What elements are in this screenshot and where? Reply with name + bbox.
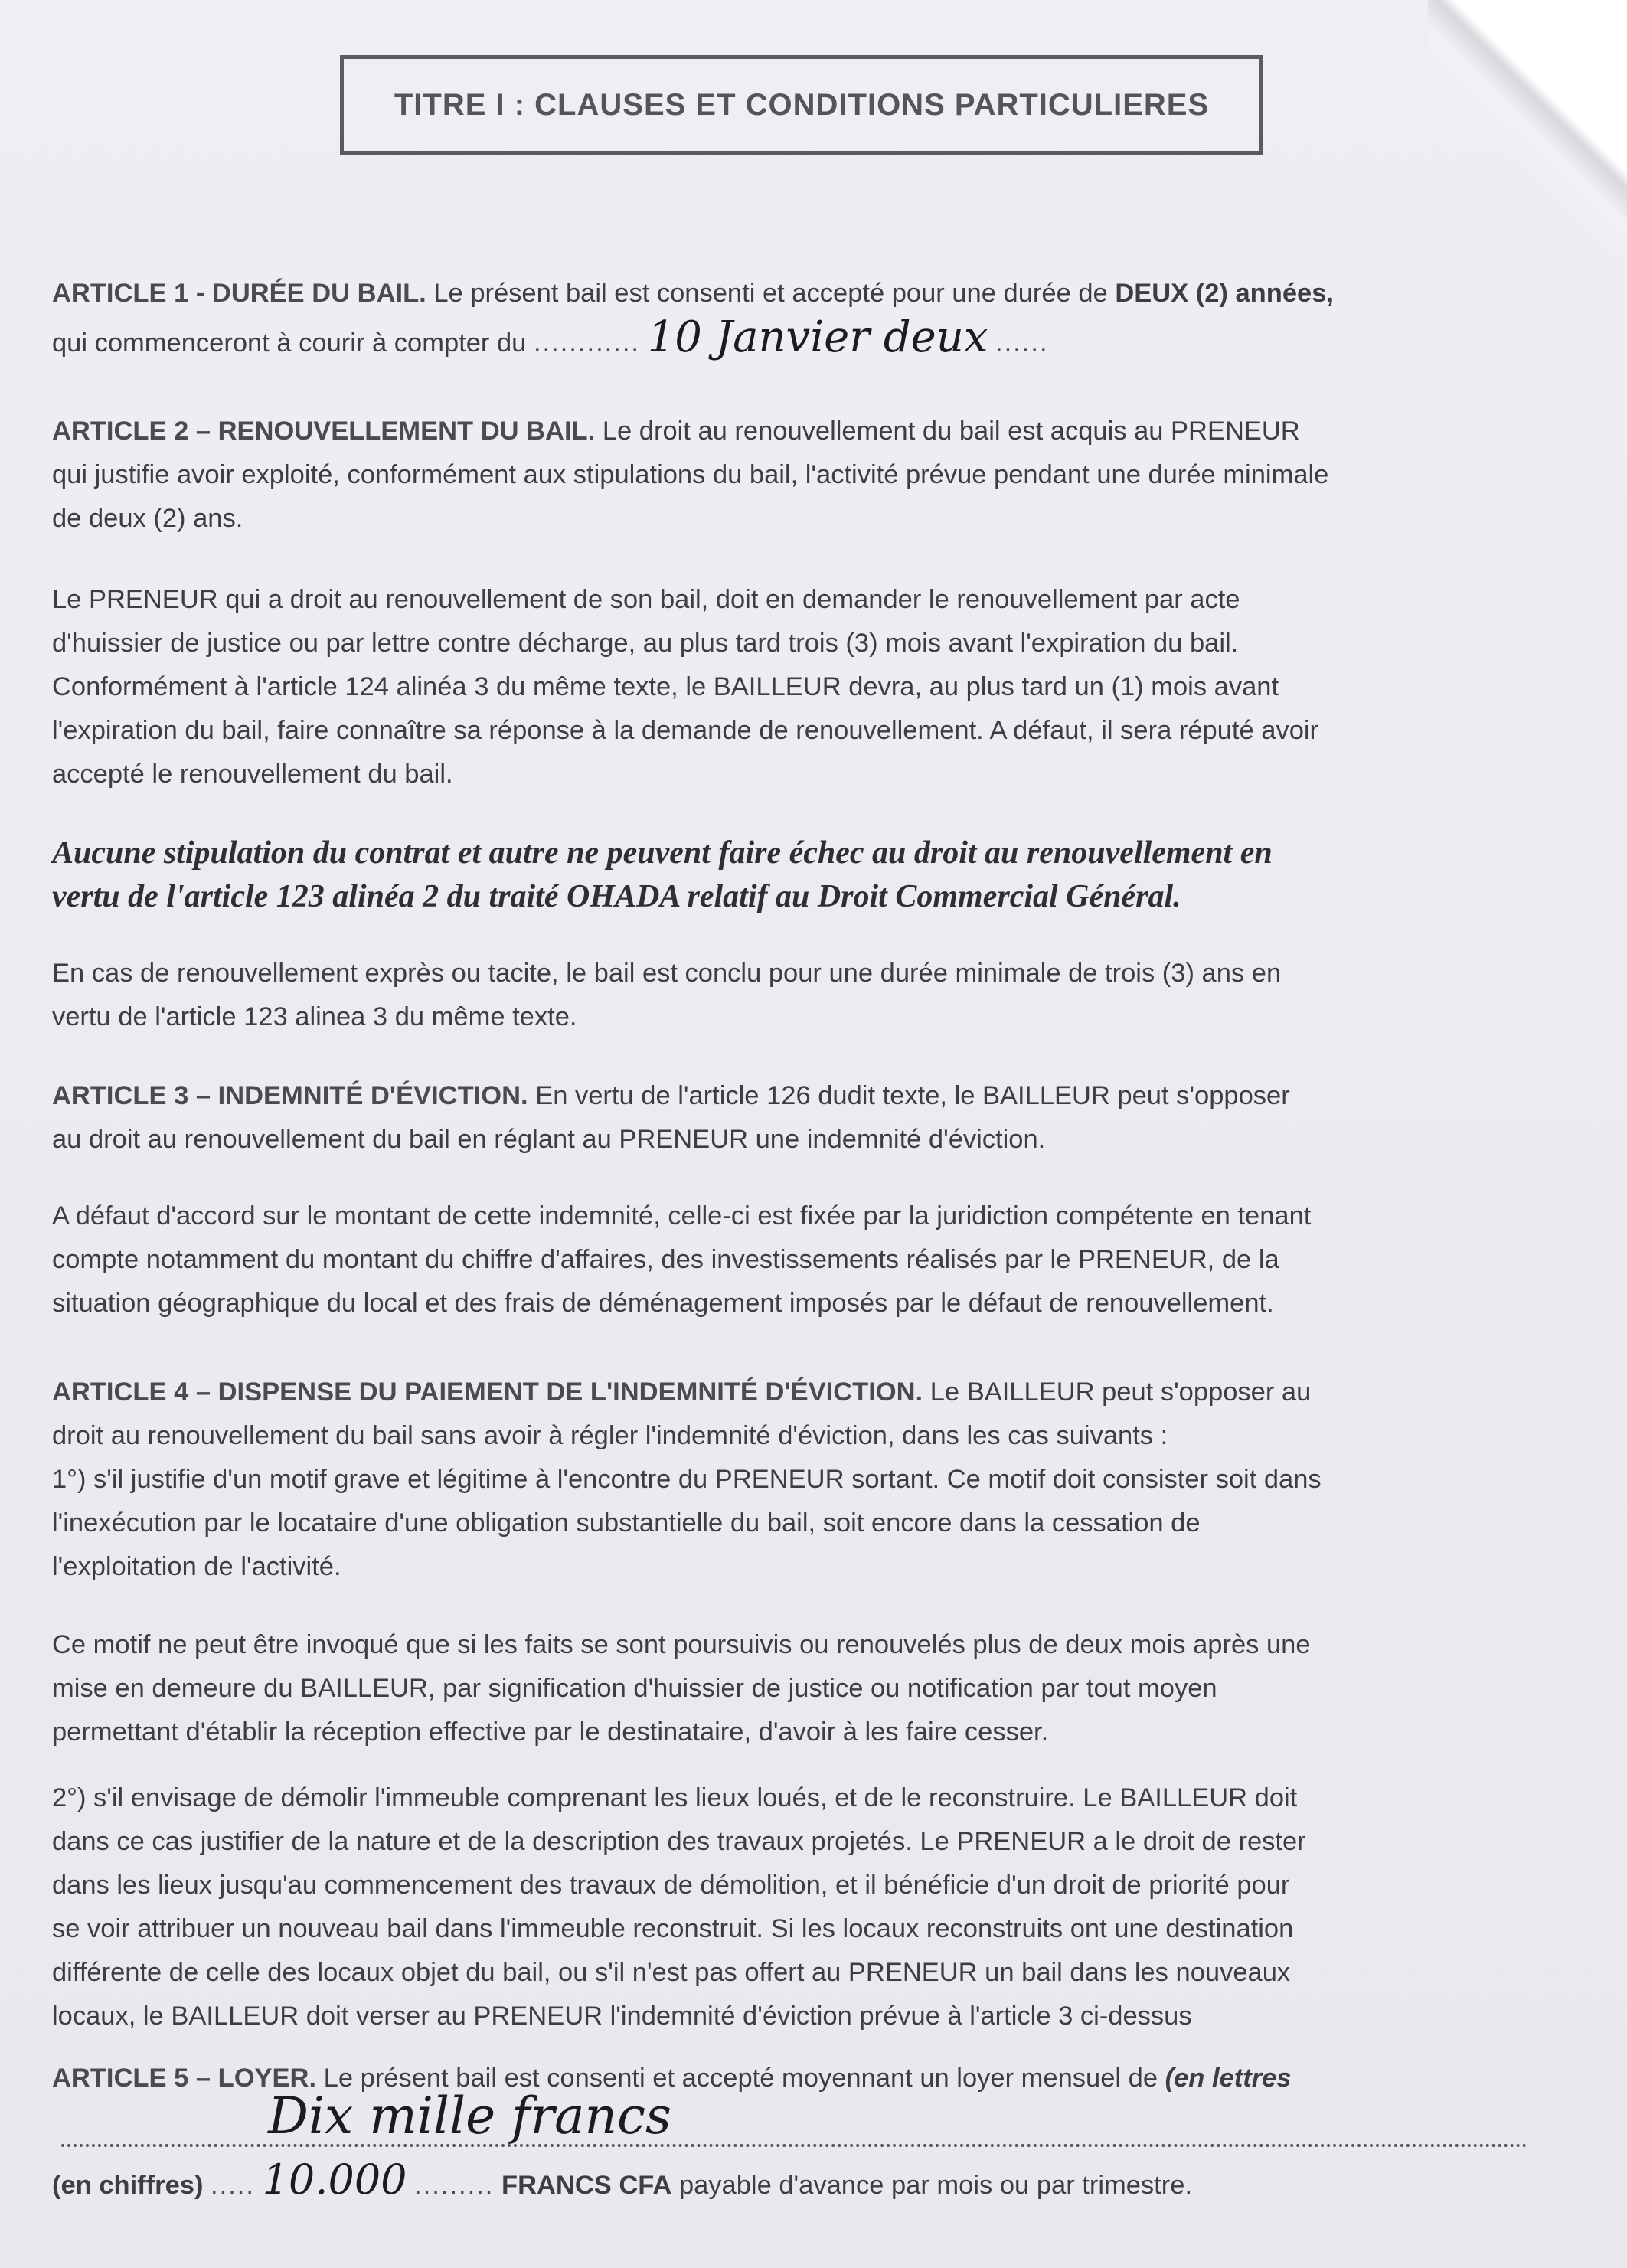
currency-text: FRANCS CFA — [501, 2171, 672, 2200]
folded-corner — [1428, 0, 1627, 253]
article-1-heading: ARTICLE 1 - DURÉE DU BAIL. — [52, 279, 426, 308]
article-2-p2-line: Conformément à l'article 124 alinéa 3 du même texte, le BAILLEUR devra, au plus tard un (1) mois avant — [52, 672, 1279, 701]
article-4-line: l'exploitation de l'activité. — [52, 1552, 341, 1581]
article-4-p2 — [52, 1623, 1580, 1754]
article-5-text: Le présent bail est consenti et accepté moyennant un loyer mensuel de — [323, 2064, 1158, 2093]
article-2-p3 — [52, 952, 1580, 1039]
article-2-p1 — [52, 410, 1580, 541]
article-4-p2-line: permettant d'établir la réception effective par le destinataire, d'avoir à les faire cesser. — [52, 1717, 1049, 1747]
title-box — [340, 55, 1263, 155]
article-1-text-2: qui commenceront à courir à compter du — [52, 328, 527, 358]
article-2-line: Le droit au renouvellement du bail est acquis au PRENEUR — [602, 417, 1300, 446]
article-2-heading: ARTICLE 2 – RENOUVELLEMENT DU BAIL. — [52, 417, 596, 446]
dots: ...... — [995, 328, 1049, 358]
article-4-p3-line: 2°) s'il envisage de démolir l'immeuble comprenant les lieux loués, et de le reconstruire. Le BAILLEUR doit — [52, 1783, 1298, 1812]
article-4-heading: ARTICLE 4 – DISPENSE DU PAIEMENT DE L'INDEMNITÉ D'ÉVICTION. — [52, 1377, 923, 1407]
italic-line: Aucune stipulation du contrat et autre ne peuvent faire échec au droit au renouvellement en — [52, 835, 1273, 871]
article-4-line: 1°) s'il justifie d'un motif grave et légitime à l'encontre du PRENEUR sortant. Ce motif doit consister soit dans — [52, 1465, 1322, 1494]
article-2-p3-line: vertu de l'article 123 alinea 3 du même texte. — [52, 1002, 577, 1031]
amount-words-handwritten: Dix mille francs — [268, 2087, 671, 2145]
page-title: TITRE I : CLAUSES ET CONDITIONS PARTICULIERES — [394, 87, 1210, 122]
article-3-p1 — [52, 1074, 1580, 1162]
article-3-p2 — [52, 1194, 1580, 1325]
article-4-line: Le BAILLEUR peut s'opposer au — [929, 1377, 1312, 1407]
article-2-p2-line: Le PRENEUR qui a droit au renouvellement de son bail, doit en demander le renouvellement par acte — [52, 585, 1240, 614]
article-3-p2-line: compte notamment du montant du chiffre d'affaires, des investissements réalisés par le PRENEUR, de la — [52, 1245, 1279, 1274]
article-3-p2-line: A défaut d'accord sur le montant de cette indemnité, celle-ci est fixée par la juridiction compétente en tenant — [52, 1201, 1312, 1230]
en-chiffres-label: (en chiffres) — [52, 2171, 204, 2200]
article-2-p2-line: accepté le renouvellement du bail. — [52, 760, 453, 789]
article-4-p3 — [52, 1776, 1580, 2038]
article-3-p2-line: situation géographique du local et des frais de déménagement imposés par le défaut de renouvellement. — [52, 1289, 1274, 1318]
article-1: ARTICLE 1 - DURÉE DU BAIL. Le présent bail est consenti et accepté pour une durée de DEUX (2) années, qui commenceront à courir à compter du ............ 10 Janvier deux ...... — [52, 279, 1334, 362]
article-1-duration: DEUX (2) années, — [1115, 279, 1334, 308]
italic-line: vertu de l'article 123 alinéa 2 du traité OHADA relatif au Droit Commercial Général. — [52, 879, 1181, 914]
en-lettres-label: (en lettres — [1165, 2064, 1292, 2093]
article-2-line: qui justifie avoir exploité, conformément aux stipulations du bail, l'activité prévue pendant une durée minimale — [52, 460, 1329, 489]
article-4-p1 — [52, 1371, 1580, 1589]
article-4-p3-line: différente de celle des locaux objet du bail, ou s'il n'est pas offert au PRENEUR un bail dans les nouveaux — [52, 1958, 1291, 1987]
article-2-line: de deux (2) ans. — [52, 504, 243, 533]
article-4-line: droit au renouvellement du bail sans avoir à régler l'indemnité d'éviction, dans les cas suivants : — [52, 1421, 1168, 1450]
article-3-line: au droit au renouvellement du bail en réglant au PRENEUR une indemnité d'éviction. — [52, 1125, 1046, 1154]
article-4-p3-line: se voir attribuer un nouveau bail dans l'immeuble reconstruit. Si les locaux reconstruits ont une destination — [52, 1914, 1294, 1943]
article-1-text: Le présent bail est consenti et accepté pour une durée de — [433, 279, 1108, 308]
article-3-heading: ARTICLE 3 – INDEMNITÉ D'ÉVICTION. — [52, 1081, 528, 1110]
article-3-line: En vertu de l'article 126 dudit texte, le BAILLEUR peut s'opposer — [535, 1081, 1290, 1110]
article-5-amount-line: (en chiffres) ..... 10.000 ......... FRANCS CFA payable d'avance par mois ou par trimestre. — [52, 2155, 1193, 2204]
article-2-p3-line: En cas de renouvellement exprès ou tacite, le bail est conclu pour une durée minimale de trois (3) ans en — [52, 959, 1282, 988]
article-2-p2-line: l'expiration du bail, faire connaître sa réponse à la demande de renouvellement. A défaut, il sera réputé avoir — [52, 716, 1319, 745]
article-4-p3-line: locaux, le BAILLEUR doit verser au PRENEUR l'indemnité d'éviction prévue à l'article 3 ci-dessus — [52, 2002, 1192, 2031]
amount-figures-handwritten: 10.000 — [262, 2155, 407, 2204]
article-4-p3-line: dans les lieux jusqu'au commencement des travaux de démolition, et il bénéficie d'un droit de priorité pour — [52, 1871, 1290, 1900]
article-4-p3-line: dans ce cas justifier de la nature et de la description des travaux projetés. Le PRENEUR a le droit de rester — [52, 1827, 1306, 1856]
article-2-p2 — [52, 578, 1580, 796]
article-2-p2-line: d'huissier de justice ou par lettre contre décharge, au plus tard trois (3) mois avant l'expiration du bail. — [52, 629, 1239, 658]
article-2-italic — [52, 832, 1580, 919]
article-4-line: l'inexécution par le locataire d'une obligation substantielle du bail, soit encore dans la cessation de — [52, 1508, 1201, 1538]
payment-text: payable d'avance par mois ou par trimestre. — [678, 2171, 1193, 2200]
article-5-heading: ARTICLE 5 – LOYER. — [52, 2064, 317, 2093]
start-date-handwritten: 10 Janvier deux — [647, 312, 988, 362]
article-4-p2-line: mise en demeure du BAILLEUR, par signification d'huissier de justice ou notification par tout moyen — [52, 1674, 1217, 1703]
article-4-p2-line: Ce motif ne peut être invoqué que si les faits se sont poursuivis ou renouvelés plus de deux mois après une — [52, 1630, 1311, 1659]
